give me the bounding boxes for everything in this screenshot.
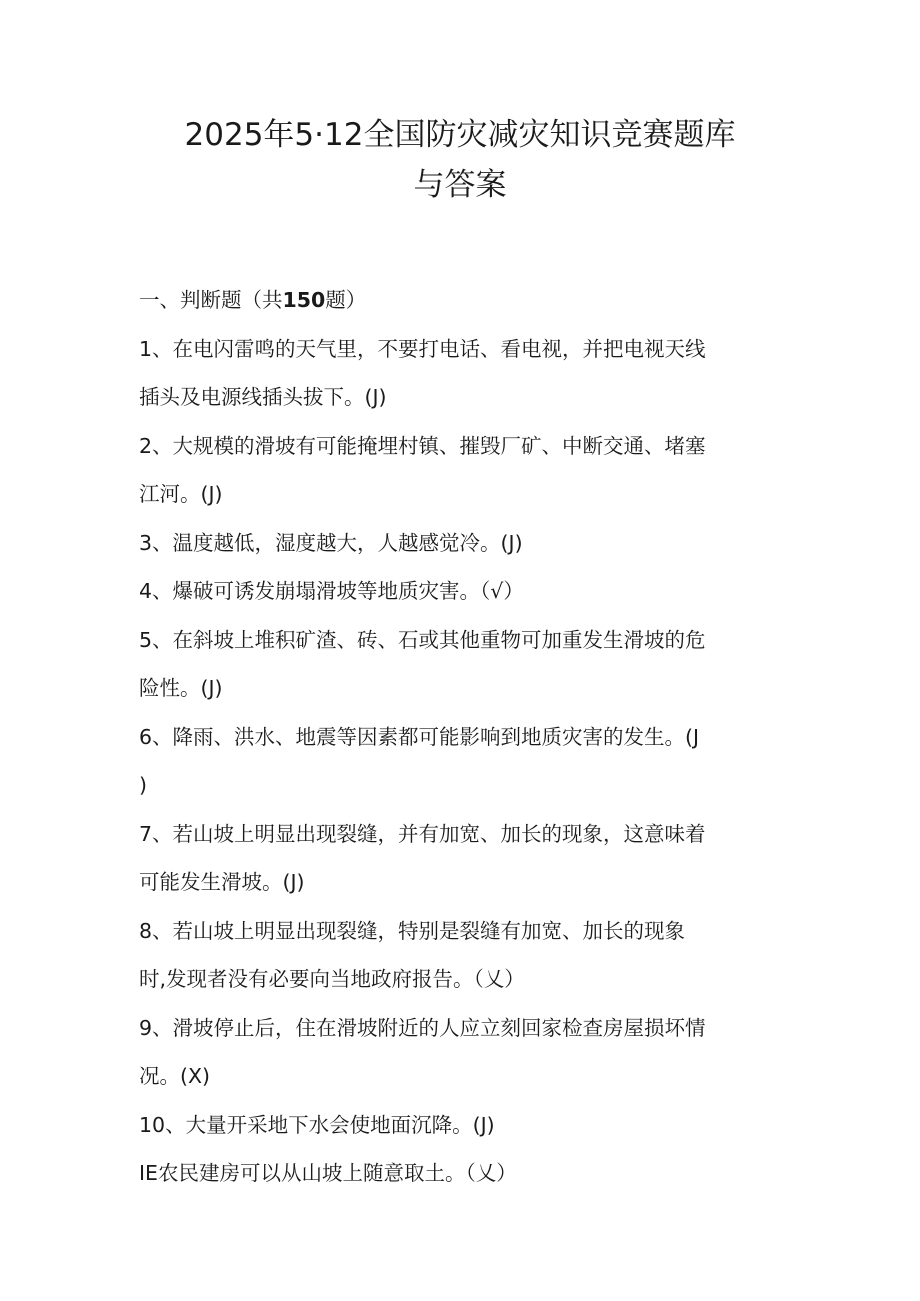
text-line: 插头及电源线插头拔下。(J) <box>139 385 387 409</box>
text-line: 险性。(J) <box>139 676 223 700</box>
section-heading-prefix: 一、判断题（共 <box>139 288 283 312</box>
document-body <box>139 276 789 1198</box>
text-line: 2、大规模的滑坡有可能掩埋村镇、摧毁厂矿、中断交通、堵塞 <box>139 433 706 458</box>
text-line: 6、降雨、洪水、地震等因素都可能影响到地质灾害的发生。(J <box>139 724 700 749</box>
text-line: 3、温度越低，湿度越大，人越感觉冷。(J) <box>139 530 523 555</box>
document-title <box>0 110 920 210</box>
text-line: 况。(X) <box>139 1064 211 1088</box>
text-line: 9、滑坡停止后，住在滑坡附近的人应立刻回家检查房屋损坏情 <box>139 1015 706 1040</box>
section-heading-suffix: 题） <box>325 288 367 312</box>
title-line-2: 与答案 <box>413 167 507 203</box>
section-heading <box>139 276 789 325</box>
text-line: 7、若山坡上明显出现裂缝，并有加宽、加长的现象，这意味着 <box>139 821 706 846</box>
title-line-1: 2025年5·12全国防灾减灾知识竞赛题库 <box>184 117 736 153</box>
text-line: 5、在斜坡上堆积矿渣、砖、石或其他重物可加重发生滑坡的危 <box>139 627 706 652</box>
text-line: 4、爆破可诱发崩塌滑坡等地质灾害。（√） <box>139 579 524 603</box>
text-line: 10、大量开采地下水会使地面沉降。(J) <box>139 1112 495 1137</box>
text-line: IE农民建房可以从山坡上随意取土。（乂） <box>139 1161 517 1185</box>
text-line: 江河。(J) <box>139 482 223 506</box>
text-line: ) <box>139 773 147 797</box>
section-heading-count: 150 <box>282 288 326 312</box>
text-line: 可能发生滑坡。(J) <box>139 870 305 894</box>
text-line: 时,发现者没有必要向当地政府报告。（乂） <box>139 967 525 991</box>
text-line: 1、在电闪雷鸣的天气里，不要打电话、看电视，并把电视天线 <box>139 336 706 361</box>
text-line: 8、若山坡上明显出现裂缝，特别是裂缝有加宽、加长的现象 <box>139 918 686 943</box>
